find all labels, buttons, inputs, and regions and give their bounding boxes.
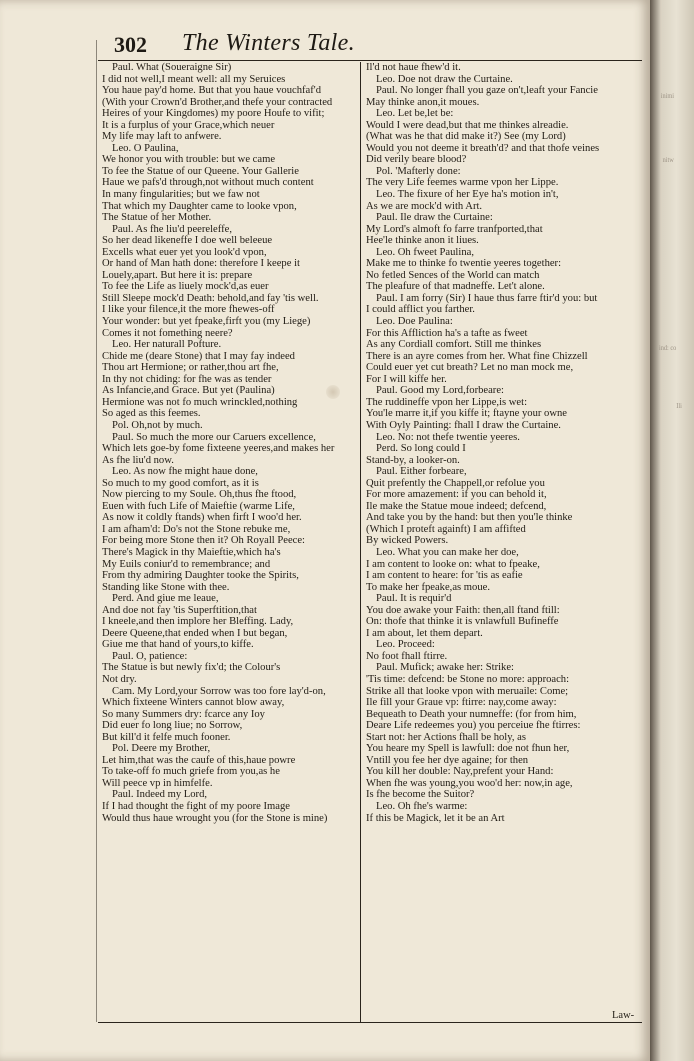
- text-line: You kill her double: Nay,prefent your Hand:: [366, 766, 554, 778]
- text-line: Paul. What (Soueraigne Sir): [112, 62, 232, 73]
- text-line: Leo. Oh fhe's warme:: [376, 801, 468, 812]
- text-line: Heires of your Kingdomes) my poore Houfe to vifit;: [102, 108, 325, 120]
- text-line: I am content to heare: for 'tis as eafie: [366, 570, 523, 582]
- text-line: The Statue of her Mother.: [102, 212, 212, 224]
- text-line: Now piercing to my Soule. Oh,thus fhe ftood,: [102, 489, 297, 501]
- text-line: So her dead likeneffe I doe well beleeue: [102, 235, 273, 247]
- page-number: 302: [114, 32, 147, 57]
- text-line: Euen with fuch Life of Maieftie (warme Life,: [102, 500, 295, 512]
- text-line: As now it coldly ftands) when firft I woo'd her.: [102, 512, 302, 524]
- text-line: As any Cordiall comfort. Still me thinkes: [366, 339, 542, 351]
- text-line: It is a furplus of your Grace,which neuer: [102, 119, 275, 131]
- text-line: Leo. As now fhe might haue done,: [112, 466, 258, 478]
- text-line: Paul. It is requir'd: [376, 593, 452, 605]
- header-rule: [98, 60, 642, 61]
- text-line: Ile make the Statue moue indeed; defcend,: [366, 500, 547, 512]
- text-line: Your wonder: but yet fpeake,firft you (my Liege): [102, 316, 311, 328]
- text-line: Would you not deeme it breath'd? and that thofe veines: [366, 142, 600, 154]
- text-line: No fetled Sences of the World can match: [366, 269, 540, 281]
- text-line: Paul. Ile draw the Curtaine:: [376, 212, 493, 224]
- text-line: To take-off fo much griefe from you,as he: [102, 766, 280, 778]
- text-line: For more amazement: if you can behold it,: [366, 489, 547, 501]
- text-line: Leo. Her naturall Pofture.: [112, 339, 222, 351]
- text-line: In thy not chiding: for fhe was as tender: [102, 373, 272, 385]
- text-line: Still Sleepe mock'd Death: behold,and fay 'tis well.: [102, 292, 319, 304]
- text-line: Chide me (deare Stone) that I may fay indeed: [102, 350, 295, 362]
- text-line: Leo. O Paulina,: [112, 142, 179, 154]
- page-header: [96, 32, 426, 58]
- text-line: Let him,that was the caufe of this,haue powre: [102, 754, 296, 766]
- text-line: To make her fpeake,as moue.: [366, 581, 490, 593]
- text-line: Leo. Oh fweet Paulina,: [376, 246, 474, 258]
- text-line: Leo. Proceed:: [376, 639, 435, 651]
- text-line: I kneele,and then implore her Bleffing. Lady,: [102, 616, 294, 628]
- text-line: Paul. Mufick; awake her: Strike:: [376, 662, 514, 674]
- text-line: Paul. Either forbeare,: [376, 466, 467, 478]
- text-line: There is an ayre comes from her. What fine Chizzell: [366, 350, 588, 362]
- catchword: Law-: [612, 1010, 635, 1021]
- text-line: For I will kiffe her.: [366, 373, 447, 385]
- text-line: For this Affliction ha's a tafte as fweet: [366, 327, 528, 339]
- text-line: Would thus haue wrought you (for the Stone is mine): [102, 812, 328, 824]
- text-line: I am afham'd: Do's not the Stone rebuke me,: [102, 523, 291, 535]
- text-line: My life may laft to anfwere.: [102, 131, 222, 143]
- text-line: Leo. The fixure of her Eye ha's motion in't,: [376, 189, 559, 201]
- text-line: Pol. 'Mafterly done:: [376, 165, 461, 177]
- text-line: Excells what euer yet you look'd vpon,: [102, 246, 267, 258]
- text-line: So much to my good comfort, as it is: [102, 477, 259, 489]
- text-line: Hermione was not fo much wrinckled,nothing: [102, 396, 298, 408]
- text-line: My Euils coniur'd to remembrance; and: [102, 558, 271, 570]
- text-line: Pol. Deere my Brother,: [112, 743, 211, 755]
- text-line: So many Summers dry: fcarce any Ioy: [102, 708, 265, 720]
- text-line: Deare Life redeemes you) you perceiue fhe ftirres:: [366, 720, 581, 732]
- text-line: I am about, let them depart.: [366, 627, 483, 639]
- left-text-column: [102, 62, 362, 824]
- facing-page-fragment: nitw: [662, 156, 674, 164]
- text-line: Deere Queene,that ended when I but began,: [102, 627, 288, 639]
- text-line: I like your filence,it the more fhewes-off: [102, 304, 275, 316]
- text-line: Paul. As fhe liu'd peereleffe,: [112, 223, 232, 235]
- text-line: Vntill you fee her dye againe; for then: [366, 754, 529, 766]
- text-line: Not dry.: [102, 673, 137, 685]
- text-line: Leo. No: not thefe twentie yeeres.: [376, 431, 520, 443]
- text-line: You heare my Spell is lawfull: doe not fhun her,: [366, 743, 570, 755]
- left-margin-rule: [96, 40, 97, 1022]
- text-line: Comes it not fomething neere?: [102, 327, 233, 339]
- text-line: I could afflict you farther.: [366, 304, 475, 316]
- text-line: I did not well,I meant well: all my Seruices: [102, 73, 286, 85]
- text-line: Or hand of Man hath done: therefore I keepe it: [102, 258, 300, 270]
- text-line: The pleafure of that madneffe. Let't alone.: [366, 281, 545, 293]
- text-line: If I had thought the fight of my poore Image: [102, 801, 290, 812]
- text-line: By wicked Powers.: [366, 535, 449, 547]
- text-line: You haue pay'd home. But that you haue vouchfaf'd: [102, 85, 321, 97]
- text-line: Ile fill your Graue vp: ftirre: nay,come away:: [366, 697, 557, 709]
- text-line: That which my Daughter came to looke vpon,: [102, 200, 297, 212]
- text-line: I am content to looke on: what to fpeake,: [366, 558, 540, 570]
- text-line: On: thofe that thinke it is vnlawfull Bufineffe: [366, 616, 559, 628]
- text-line: Paul. O, patience:: [112, 650, 188, 662]
- text-line: When fhe was young,you woo'd her: now,in age,: [366, 777, 573, 789]
- text-line: Did verily beare blood?: [366, 154, 467, 166]
- text-line: No foot fhall ftirre.: [366, 650, 448, 662]
- text-line: Will peece vp in himfelfe.: [102, 777, 213, 789]
- text-line: Could euer yet cut breath? Let no man mock me,: [366, 362, 574, 374]
- ink-blot: [326, 385, 340, 399]
- text-line: Would I were dead,but that me thinkes alreadie.: [366, 119, 569, 131]
- text-line: In many fingularities; but we faw not: [102, 189, 260, 201]
- text-line: As Infancie,and Grace. But yet (Paulina): [102, 385, 275, 397]
- text-line: Paul. Good my Lord,forbeare:: [376, 385, 504, 397]
- text-line: From thy admiring Daughter tooke the Spirits,: [102, 570, 299, 582]
- text-line: May thinke anon,it moues.: [366, 96, 480, 108]
- text-line: Paul. No longer fhall you gaze on't,leaft your Fancie: [376, 85, 598, 97]
- text-line: Leo. Doe Paulina:: [376, 316, 453, 328]
- text-line: Standing like Stone with thee.: [102, 581, 230, 593]
- text-line: Perd. And giue me leaue,: [112, 593, 219, 605]
- text-line: Start not: her Actions fhall be holy, as: [366, 731, 526, 743]
- text-line: You doe awake your Faith: then,all ftand ftill:: [366, 604, 560, 616]
- facing-page-fragment: ind: co: [658, 344, 677, 352]
- text-line: Leo. What you can make her doe,: [376, 546, 519, 558]
- facing-page-edge: [650, 0, 694, 1061]
- text-line: Paul. I am forry (Sir) I haue thus farre ftir'd you: but: [376, 292, 598, 304]
- text-line: So aged as this feemes.: [102, 408, 201, 420]
- text-line: Bequeath to Death your numneffe: (for from him,: [366, 708, 577, 720]
- text-line: The ruddineffe vpon her Lippe,is wet:: [366, 396, 528, 408]
- text-line: My Lord's almoft fo farre tranfported,that: [366, 223, 543, 235]
- text-line: There's Magick in thy Maieftie,which ha's: [102, 546, 281, 558]
- text-line: As we are mock'd with Art.: [366, 200, 483, 212]
- text-line: You'le marre it,if you kiffe it; ftayne your owne: [366, 408, 567, 420]
- text-line: (With your Crown'd Brother,and thefe your contracted: [102, 96, 333, 108]
- text-line: Paul. Indeed my Lord,: [112, 789, 208, 801]
- text-line: The Statue is but newly fix'd; the Colour's: [102, 662, 281, 674]
- text-line: If this be Magick, let it be an Art: [366, 812, 505, 824]
- text-line: Paul. So much the more our Caruers excellence,: [112, 431, 316, 443]
- text-line: Thou art Hermione; or rather,thou art fhe,: [102, 362, 279, 374]
- right-text-column: [366, 62, 642, 824]
- text-line: (What was he that did make it?) See (my Lord): [366, 131, 566, 143]
- text-line: Is fhe become the Suitor?: [366, 789, 475, 801]
- text-line: To fee the Life as liuely mock'd,as euer: [102, 281, 269, 293]
- facing-page-fragment: inimi: [660, 92, 675, 100]
- text-line: Stand-by, a looker-on.: [366, 454, 460, 466]
- text-line: (Which I proteft againft) I am affifted: [366, 523, 526, 535]
- text-line: The very Life feemes warme vpon her Lippe.: [366, 177, 559, 189]
- text-line: Giue me that hand of yours,to kiffe.: [102, 639, 254, 651]
- text-line: As fhe liu'd now.: [102, 454, 174, 466]
- text-line: Make me to thinke fo twentie yeeres together:: [366, 258, 562, 270]
- text-line: Pol. Oh,not by much.: [112, 419, 203, 431]
- text-line: With Oyly Painting: fhall I draw the Curtaine.: [366, 419, 561, 431]
- text-line: For being more Stone then it? Oh Royall Peece:: [102, 535, 306, 547]
- text-line: But kill'd it felfe much fooner.: [102, 731, 231, 743]
- text-line: Strike all that looke vpon with meruaile: Come;: [366, 685, 569, 697]
- text-line: Perd. So long could I: [376, 443, 466, 455]
- text-line: Quit prefently the Chappell,or refolue you: [366, 477, 545, 489]
- text-line: Leo. Let be,let be:: [376, 108, 454, 120]
- text-line: Hee'le thinke anon it liues.: [366, 235, 479, 247]
- text-line: Did euer fo long liue; no Sorrow,: [102, 720, 243, 732]
- bottom-rule: [98, 1022, 642, 1023]
- text-line: Leo. Doe not draw the Curtaine.: [376, 73, 513, 85]
- running-title: The Winters Tale.: [182, 30, 355, 56]
- text-line: And doe not fay 'tis Superftition,that: [102, 604, 257, 616]
- text-line: Louely,apart. But here it is: prepare: [102, 269, 253, 281]
- text-line: Haue we pafs'd through,not without much content: [102, 177, 314, 189]
- text-line: We honor you with trouble: but we came: [102, 154, 276, 166]
- text-line: Cam. My Lord,your Sorrow was too fore lay'd-on,: [112, 685, 326, 697]
- facing-page-fragment: Ili: [676, 402, 682, 410]
- text-line: And take you by the hand: but then you'le thinke: [366, 512, 573, 524]
- text-line: To fee the Statue of our Queene. Your Gallerie: [102, 165, 299, 177]
- text-line: Which fixteene Winters cannot blow away,: [102, 697, 285, 709]
- text-line: Which lets goe-by fome fixteene yeeres,and makes her: [102, 443, 335, 455]
- text-line: Il'd not haue fhew'd it.: [366, 62, 461, 73]
- text-line: 'Tis time: defcend: be Stone no more: approach:: [366, 673, 570, 685]
